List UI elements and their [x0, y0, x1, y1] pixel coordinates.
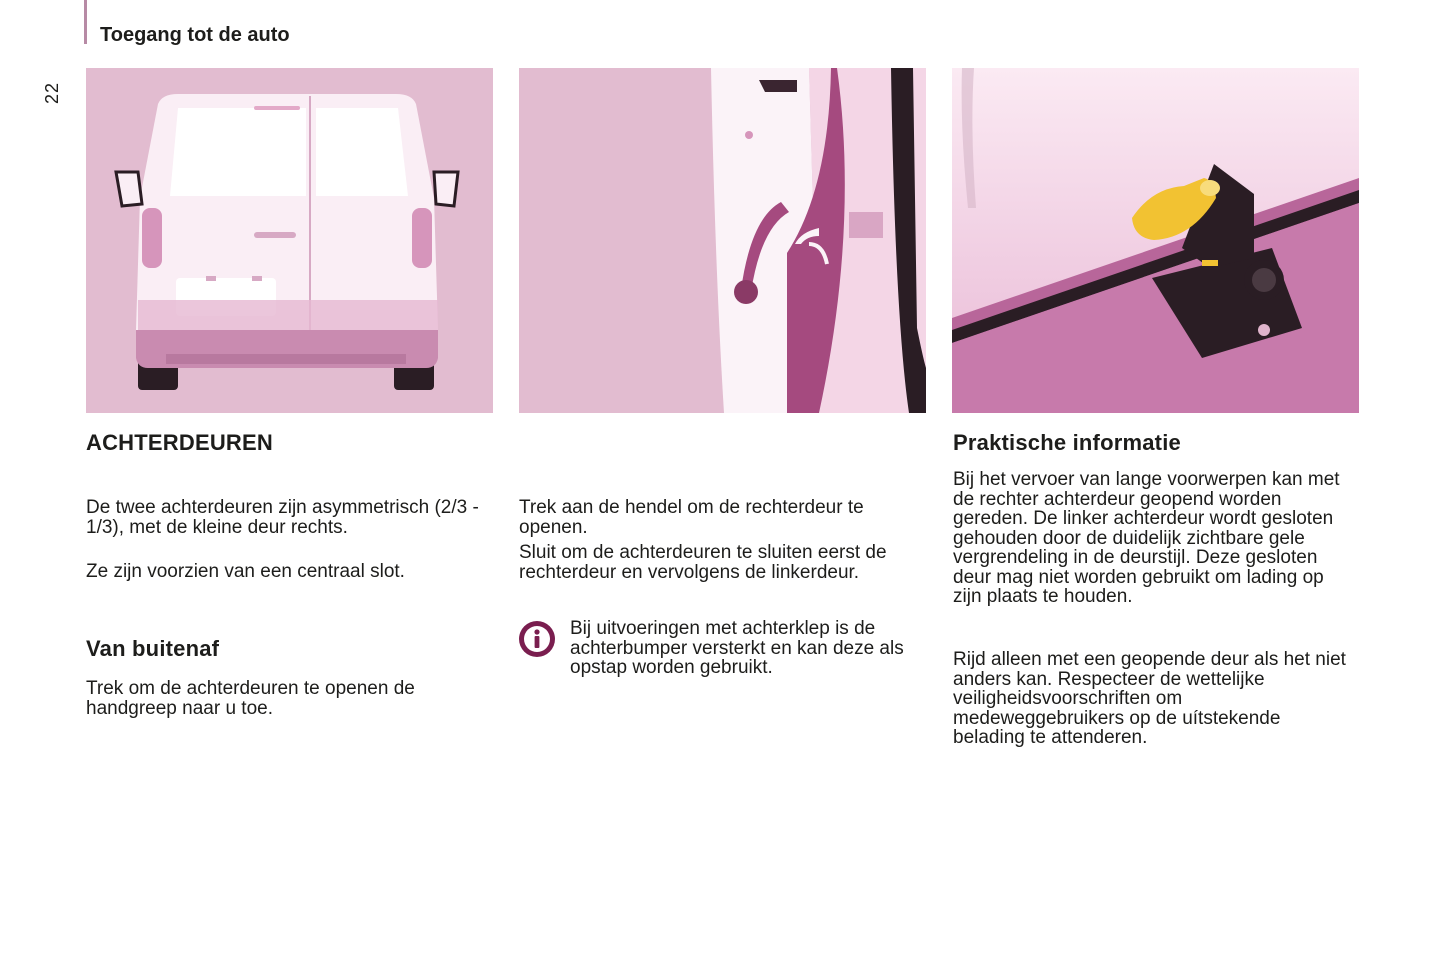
- col2-paragraph-2-wrap: [519, 543, 924, 582]
- col2-paragraph-1-wrap: [519, 498, 924, 537]
- van-rear-illustration: [86, 68, 493, 413]
- col2-paragraph-2: Sluit om de achterdeuren te sluiten eerst de rechterdeur en vervolgens de linkerdeur.: [519, 542, 887, 583]
- column-left: [86, 430, 496, 456]
- col3-paragraph-1: Bij het vervoer van lange voorwerpen kan met de rechter achterdeur geopend worden gereden. De linker achterdeur wordt gesloten gehouden door de duidelijk zichtbare gele vergrendeling in de deurstijl. Deze gesloten deur mag niet worden gebruikt om lading op zijn plaats te houden.: [953, 469, 1340, 607]
- info-icon: [518, 620, 556, 658]
- heading-achterdeuren: ACHTERDEUREN: [86, 430, 273, 455]
- column-right: [953, 430, 1363, 456]
- col1-paragraph-3: Trek om de achterdeuren te openen de handgreep naar u toe.: [86, 678, 415, 719]
- col1-paragraph-2: Ze zijn voorzien van een centraal slot.: [86, 561, 405, 582]
- col3-paragraph-2: Rijd alleen met een geopende deur als het niet anders kan. Respecteer de wettelijke veiligheidsvoorschriften om medeweggebruikers op de uítstekende belading te attenderen.: [953, 649, 1346, 748]
- col3-paragraph-2-wrap: [953, 650, 1353, 748]
- col1-subheading-wrap: [86, 636, 496, 662]
- page-number-text: 22: [42, 81, 62, 104]
- heading-praktische-informatie: Praktische informatie: [953, 430, 1181, 455]
- section-title: Toegang tot de auto: [100, 24, 290, 46]
- col1-paragraph-2-wrap: [86, 562, 496, 582]
- door-handle-illustration: [519, 68, 926, 413]
- col1-paragraph-1: De twee achterdeuren zijn asymmetrisch (2/3 - 1/3), met de kleine deur rechts.: [86, 497, 479, 538]
- figure-door-handle: [519, 68, 926, 413]
- yellow-latch-illustration: [952, 68, 1359, 413]
- col2-info-text: Bij uitvoeringen met achterklep is de achterbumper versterkt en kan deze als opstap worden gebruikt.: [570, 618, 904, 678]
- page-number: [42, 82, 63, 104]
- figure-yellow-latch: [952, 68, 1359, 413]
- figure-van-rear: [86, 68, 493, 413]
- col2-info-text-wrap: [570, 619, 924, 678]
- col3-paragraph-1-wrap: [953, 470, 1353, 607]
- col1-paragraph-1-wrap: [86, 498, 496, 537]
- subheading-van-buitenaf: Van buitenaf: [86, 636, 220, 661]
- header-accent-bar: [84, 0, 87, 44]
- col2-paragraph-1: Trek aan de hendel om de rechterdeur te openen.: [519, 497, 864, 538]
- col1-paragraph-3-wrap: [86, 679, 496, 718]
